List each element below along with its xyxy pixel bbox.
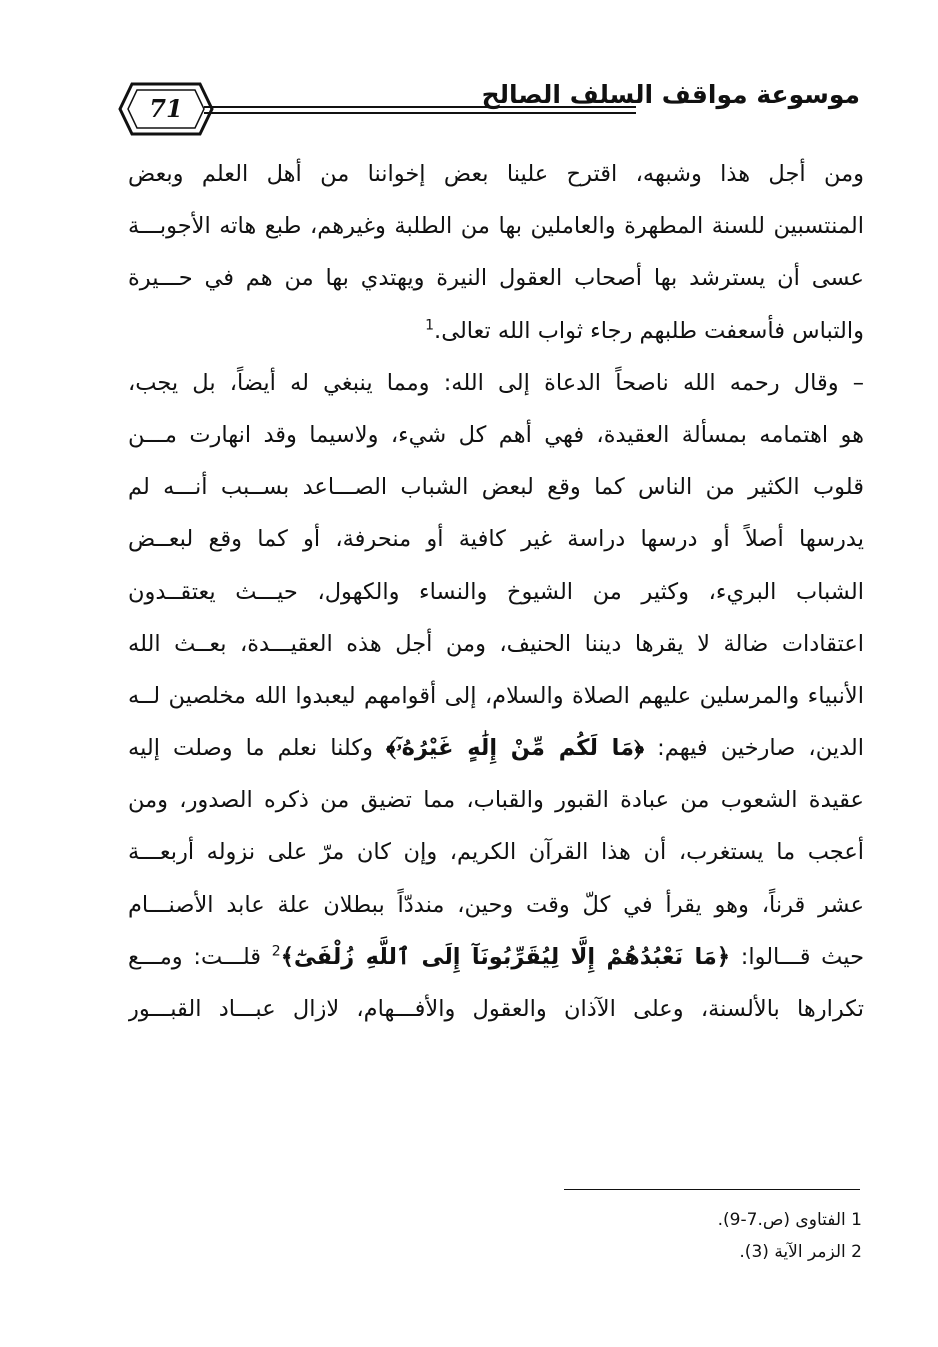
quran-verse: ﴿مَا لَكُم مِّنْ إِلَٰهٍ غَيْرُهُۥٓ﴾ xyxy=(386,735,645,762)
text-line: – وقال رحمه الله ناصحاً الدعاة إلى الله: ومما ينبغي له أيضاً، بل يجب، xyxy=(128,369,864,396)
footnote xyxy=(500,1236,862,1268)
text-span: قلـــت: ومـــع xyxy=(128,943,262,970)
page-number-badge xyxy=(118,80,214,138)
text-line: اعتقادات ضالة لا يقرها ديننا الحنيف، ومن أجل هذه العقيـــدة، بعــث الله xyxy=(128,630,864,657)
quran-verse: ﴿مَا نَعْبُدُهُمْ إِلَّا لِيُقَرِّبُونَآ إِلَى ٱللَّهِ زُلْفَىٰٓ﴾ xyxy=(280,943,731,970)
footnote-number: 1 xyxy=(851,1210,862,1230)
footnote-number: 2 xyxy=(851,1242,862,1262)
text-line: عشر قرناً، وهو يقرأ في كلّ وقت وحين، منددّاً ببطلان علة عابد الأصنـــام xyxy=(128,891,864,918)
footnote xyxy=(500,1204,862,1236)
text-line: يدرسها أصلاً أو درسها دراسة غير كافية أو منحرفة، أو كما وقع لبعــض xyxy=(128,526,864,553)
text-line: الأنبياء والمرسلين عليهم الصلاة والسلام، إلى أقوامهم ليعبدوا الله مخلصين لــه xyxy=(128,682,864,709)
footnotes xyxy=(500,1204,862,1268)
text-line: تكرارها بالألسنة، وعلى الآذان والعقول والأفـــهام، لازال عبـــاد القبـــور xyxy=(128,996,864,1022)
footnote-text: الفتاوى (ص.7-9). xyxy=(717,1210,846,1230)
footnote-text: الزمر الآية (3). xyxy=(739,1242,846,1262)
text-line: قلوب الكثير من الناس كما وقع لبعض الشباب الصـــاعد بســبب أنـــه لم xyxy=(128,474,864,501)
text-line: أعجب ما يستغرب، أن هذا القرآن الكريم، وإن كان مرّ على نزوله أربعـــة xyxy=(128,839,864,866)
text-line: المنتسبين للسنة المطهرة والعاملين بها من الطلبة وغيرهم، طبع هاته الأجوبـــة xyxy=(128,213,864,240)
text-line: هو اهتمامه بمسألة العقيدة، فهي أهم كل شيء، ولاسيما وقد انهارت مـــن xyxy=(128,421,864,448)
text-span: حيث قـــالوا: xyxy=(740,943,864,970)
text-line: عسى أن يسترشد بها أصحاب العقول النيرة ويهتدي بها من هم في حـــيرة xyxy=(128,265,864,292)
text-line xyxy=(128,931,864,983)
page-number: 71 xyxy=(149,94,183,123)
footnote-ref: 1 xyxy=(425,317,435,334)
text-line: عقيدة الشعوب من عبادة القبور والقباب، مما تضيق من ذكره الصدور، ومن xyxy=(128,787,864,814)
footnote-ref: 2 xyxy=(271,943,281,960)
header-rule-bottom xyxy=(204,112,636,114)
text-line: الشباب البريء، وكثير من الشيوخ والنساء والكهول، حيـــث يعتقــدون xyxy=(128,578,864,605)
text-line xyxy=(128,722,864,774)
page-header xyxy=(118,72,860,152)
series-title: موسوعة مواقف السلف الصالح xyxy=(481,80,860,109)
main-text xyxy=(128,148,864,1035)
text-span: الدين، صارخين فيهم: xyxy=(657,735,864,762)
text-span: والتباس فأسعفت طلبهم رجاء ثواب الله تعالى. xyxy=(434,317,864,344)
text-line: ومن أجل هذا وشبهه، اقترح علينا بعض إخواننا من أهل العلم وبعض xyxy=(128,161,864,187)
text-line xyxy=(128,305,864,357)
text-span: وكلنا نعلم ما وصلت إليه xyxy=(128,735,373,762)
footnote-separator xyxy=(564,1189,860,1190)
